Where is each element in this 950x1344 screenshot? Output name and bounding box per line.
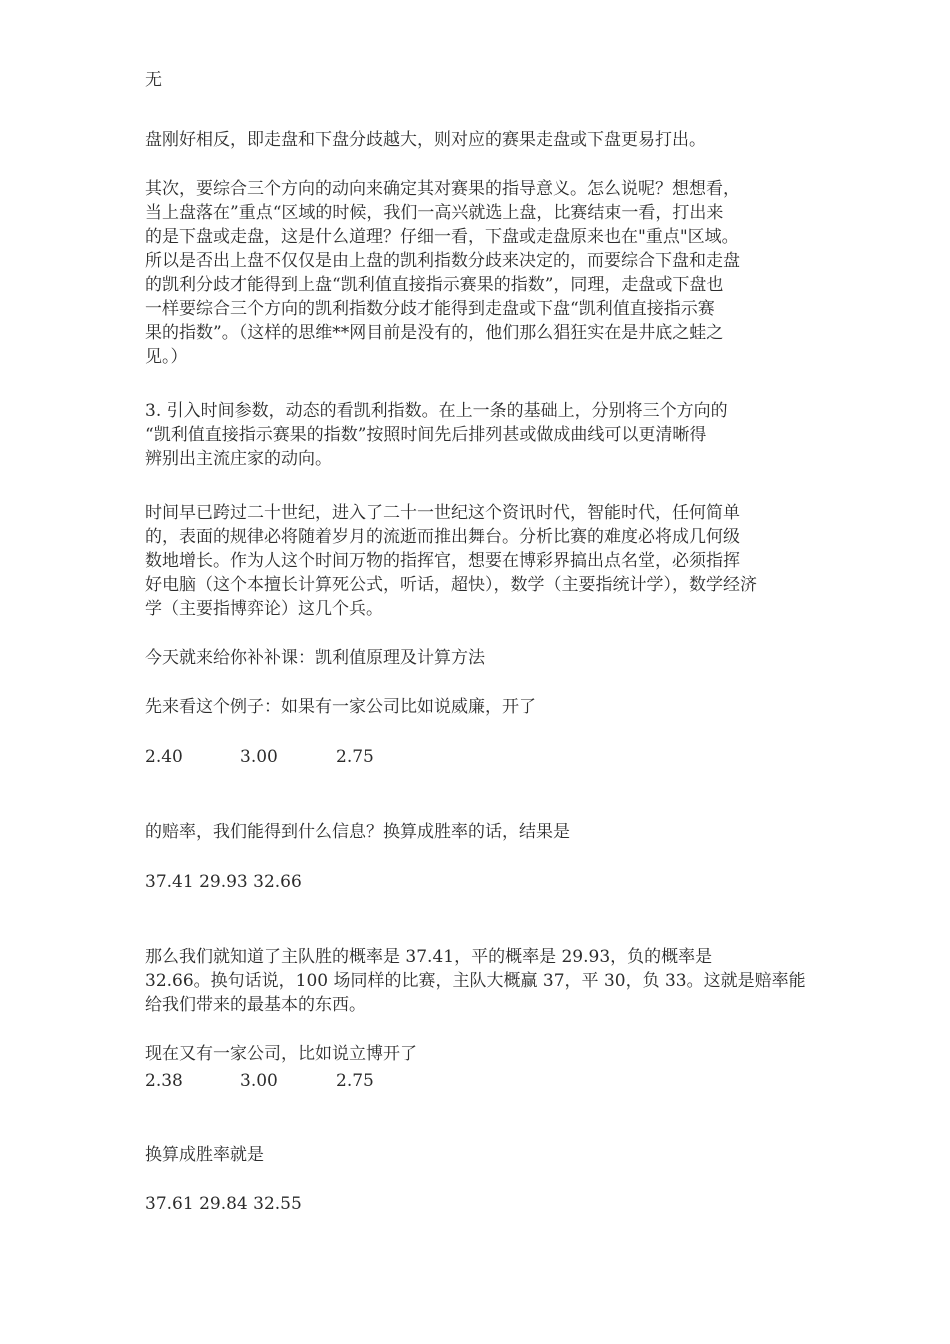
paragraph-10: 换算成胜率就是 [145, 1145, 264, 1165]
paragraph-5: 今天就来给你补补课：凯利值原理及计算方法 [145, 648, 485, 668]
paragraph-4-line: 数地增长。作为人这个时间万物的指挥官，想要在博彩界搞出点名堂，必须指挥 [145, 551, 740, 571]
paragraph-2-line: 所以是否出上盘不仅仅是由上盘的凯利指数分歧来决定的，而要综合下盘和走盘 [145, 251, 740, 271]
odds-value: 3.00 [240, 747, 278, 767]
paragraph-4-line: 的，表面的规律必将随着岁月的流逝而推出舞台。分析比赛的难度必将成几何级 [145, 527, 740, 547]
paragraph-8-line: 那么我们就知道了主队胜的概率是 37.41，平的概率是 29.93，负的概率是 [145, 947, 713, 967]
paragraph-4-line: 好电脑（这个本擅长计算死公式，听话，超快），数学（主要指统计学），数学经济 [145, 575, 757, 595]
paragraph-9: 现在又有一家公司，比如说立博开了 [145, 1044, 417, 1064]
odds-value: 2.38 [145, 1071, 183, 1091]
paragraph-2-line: 见。） [145, 347, 188, 367]
odds-row-1 [145, 745, 374, 769]
odds-value: 2.75 [336, 1071, 374, 1091]
paragraph-8-line: 32.66。换句话说，100 场同样的比赛，主队大概赢 37，平 30，负 33。这就是赔率能 [145, 971, 806, 991]
paragraph-2-line: 果的指数”。（这样的思维**网目前是没有的，他们那么猖狂实在是井底之蛙之 [145, 323, 724, 343]
paragraph-8-line: 给我们带来的最基本的东西。 [145, 995, 366, 1015]
paragraph-2-line: 的是下盘或走盘，这是什么道理？仔细一看，下盘或走盘原来也在"重点"区域。 [145, 227, 739, 247]
paragraph-6: 先来看这个例子：如果有一家公司比如说威廉，开了 [145, 697, 536, 717]
rate-row-1: 37.41 29.93 32.66 [145, 872, 302, 892]
paragraph-3-line: “凯利值直接指示赛果的指数”按照时间先后排列甚或做成曲线可以更清晰得 [145, 425, 707, 445]
paragraph-2-line: 一样要综合三个方向的凯利指数分歧才能得到走盘或下盘“凯利值直接指示赛 [145, 299, 715, 319]
paragraph-1: 盘刚好相反，即走盘和下盘分歧越大，则对应的赛果走盘或下盘更易打出。 [145, 130, 706, 150]
odds-row-2 [145, 1069, 374, 1093]
paragraph-2-line: 的凯利分歧才能得到上盘“凯利值直接指示赛果的指数”，同理，走盘或下盘也 [145, 275, 724, 295]
paragraph-7: 的赔率，我们能得到什么信息？换算成胜率的话，结果是 [145, 822, 570, 842]
paragraph-4-line: 学（主要指博弈论）这几个兵。 [145, 599, 383, 619]
top-text: 无 [145, 70, 162, 90]
paragraph-2-line: 其次，要综合三个方向的动向来确定其对赛果的指导意义。怎么说呢？想想看， [145, 179, 740, 199]
odds-value: 2.40 [145, 747, 183, 767]
odds-value: 3.00 [240, 1071, 278, 1091]
paragraph-3-line: 3. 引入时间参数，动态的看凯利指数。在上一条的基础上，分别将三个方向的 [145, 401, 728, 421]
paragraph-3-line: 辨别出主流庄家的动向。 [145, 449, 332, 469]
paragraph-4-line: 时间早已跨过二十世纪，进入了二十一世纪这个资讯时代，智能时代，任何简单 [145, 503, 740, 523]
rate-row-2: 37.61 29.84 32.55 [145, 1194, 302, 1214]
odds-value: 2.75 [336, 747, 374, 767]
paragraph-2-line: 当上盘落在”重点“区域的时候，我们一高兴就选上盘，比赛结束一看，打出来 [145, 203, 724, 223]
